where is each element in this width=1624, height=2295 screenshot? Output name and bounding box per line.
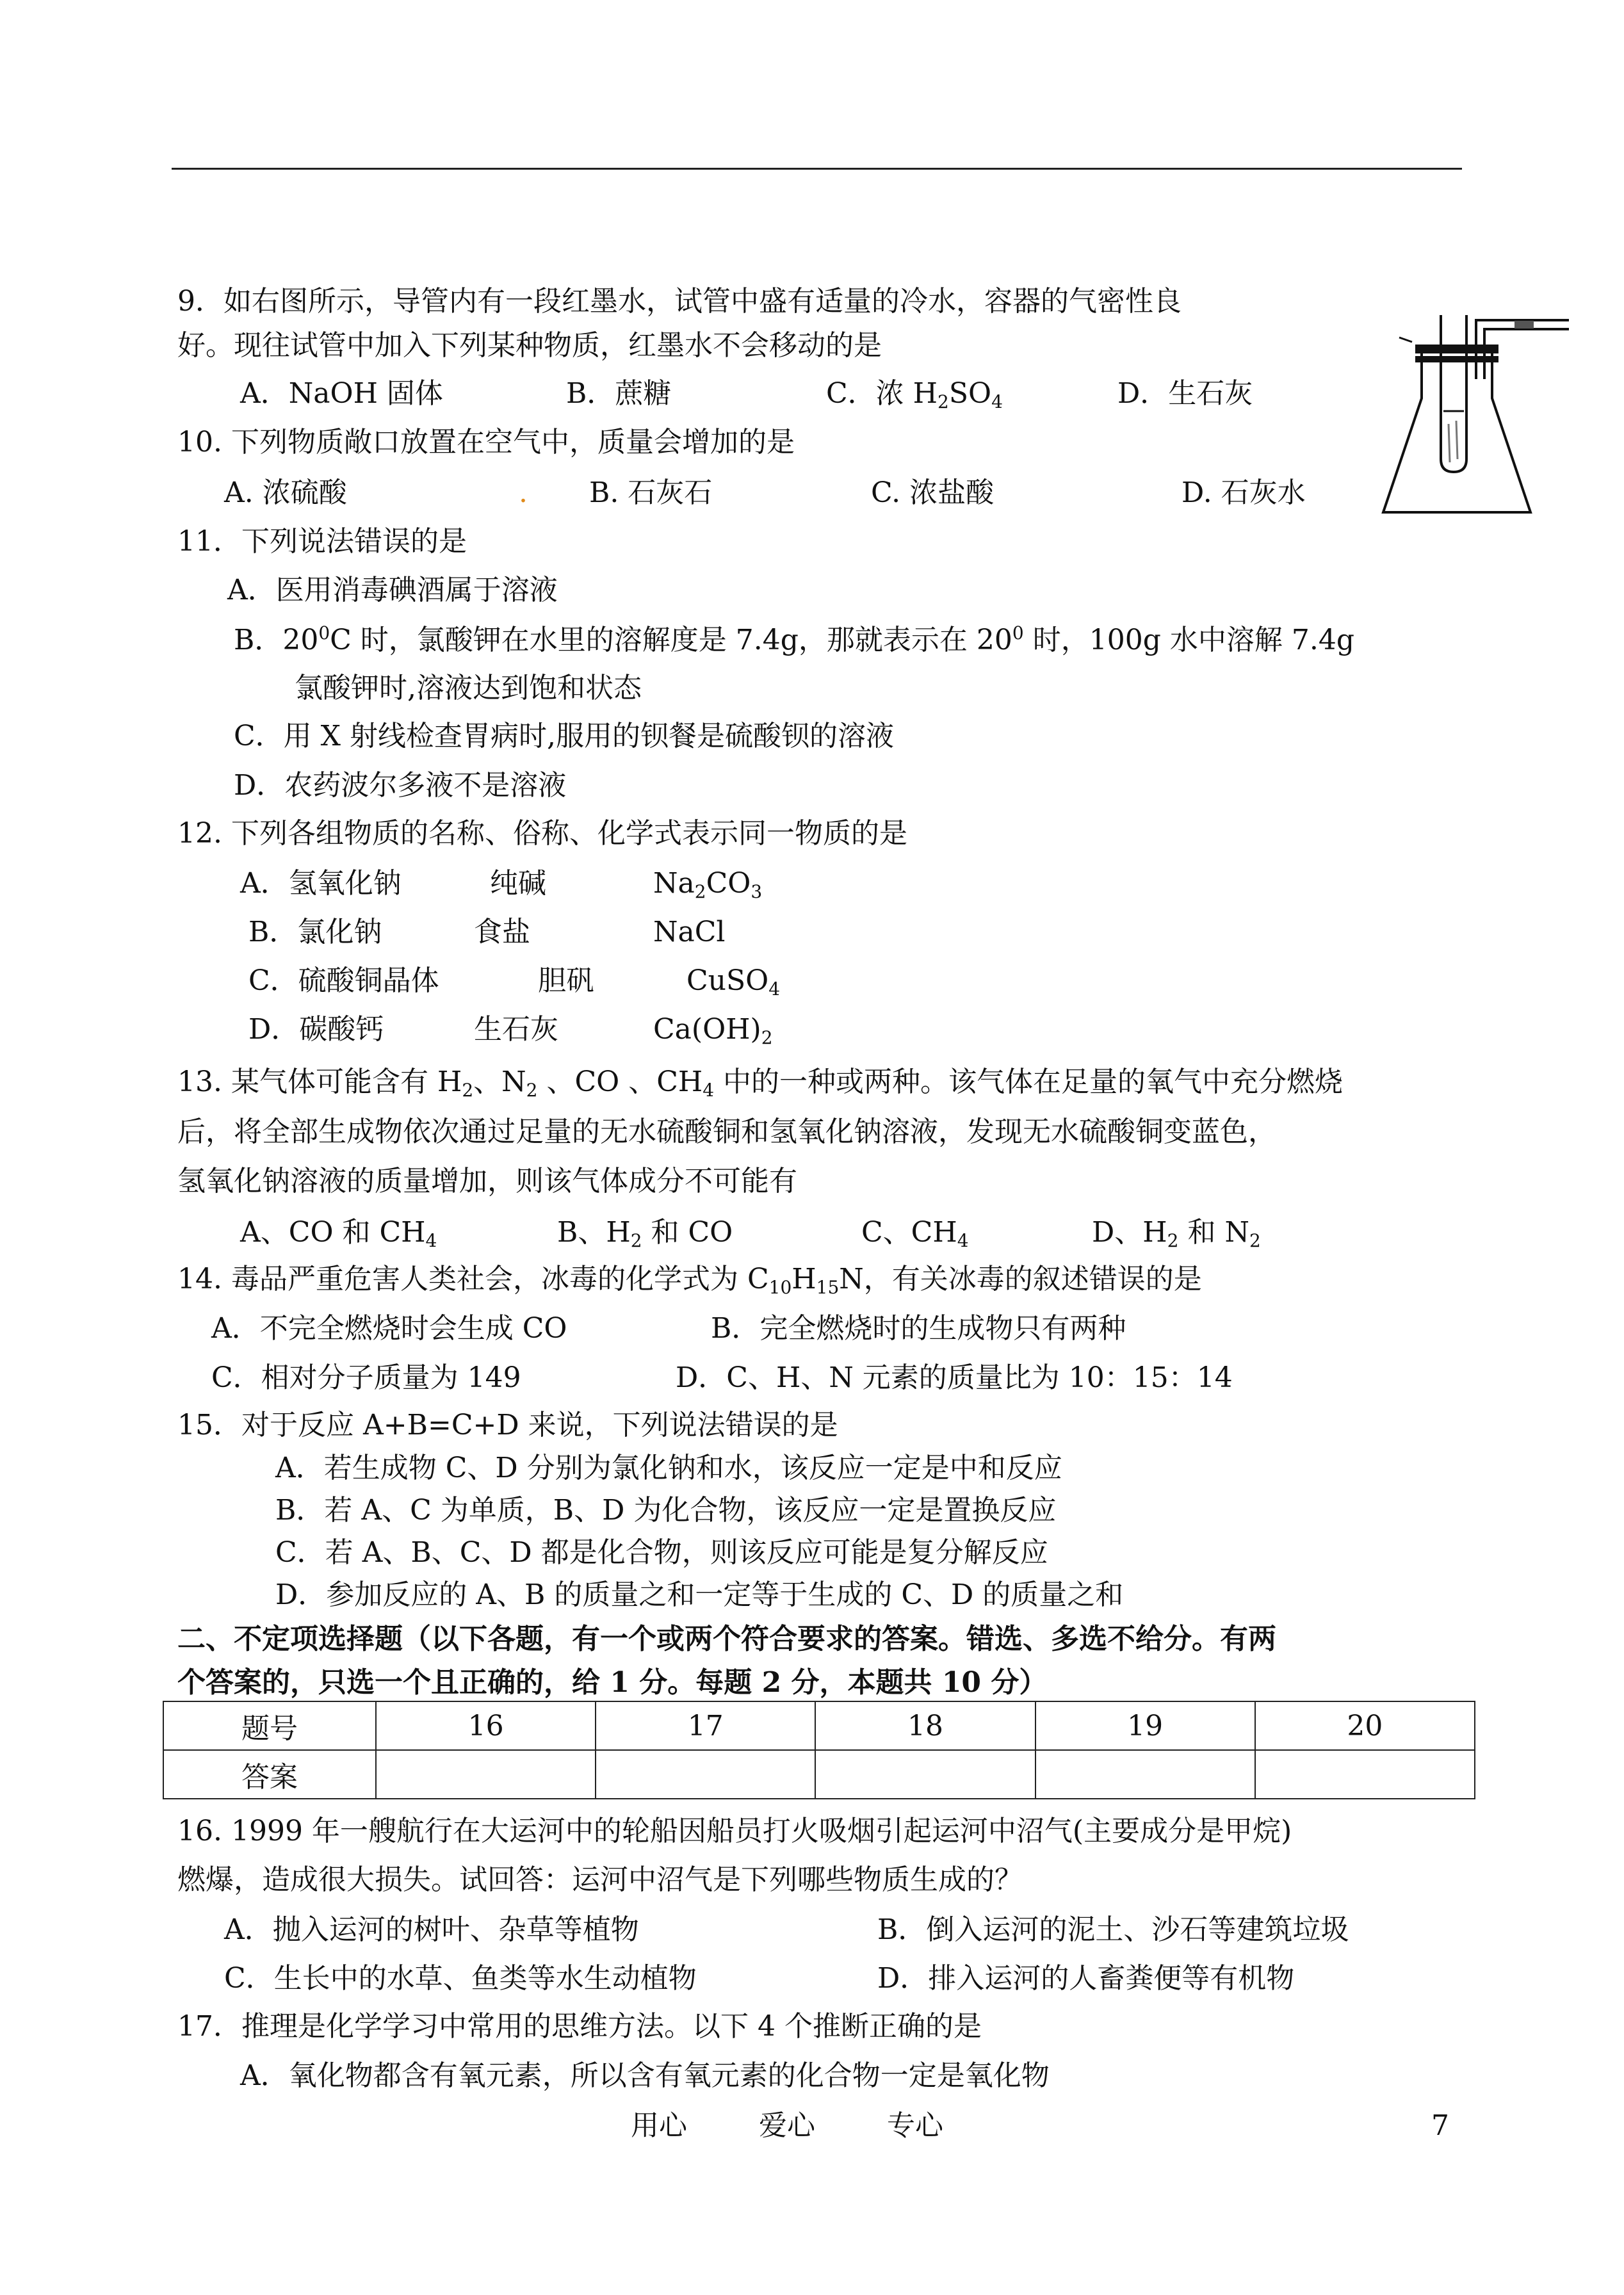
q12-option-d-formula: $Ca(OH)_2$ [653, 1013, 773, 1048]
q15-option-c: C．若 A、B、C、D 都是化合物，则该反应可能是复分解反应 [275, 1536, 1048, 1569]
q9-option-a: A．NaOH 固体 [240, 377, 443, 410]
apparatus-figure [1377, 309, 1569, 520]
q16-stem-line1: 16. 1999 年一艘航行在大运河中的轮船因船员打火吸烟引起运河中沼气(主要成分是甲烷) [177, 1815, 1292, 1847]
q12-stem: 12. 下列各组物质的名称、俗称、化学式表示同一物质的是 [177, 817, 907, 850]
q13-option-d: D、$H_2$ 和 $N_2$ [1092, 1216, 1261, 1251]
q13-stem-line2: 后，将全部生成物依次通过足量的无水硫酸铜和氢氧化钠溶液，发现无水硫酸铜变蓝色， [177, 1115, 1276, 1148]
q14-option-c: C．相对分子质量为 149 [211, 1361, 521, 1394]
answer-cell-18[interactable] [815, 1750, 1035, 1799]
q15-option-b: B．若 A、C 为单质，B、D 为化合物，该反应一定是置换反应 [275, 1494, 1057, 1527]
q16-option-a: A．抛入运河的树叶、杂草等植物 [224, 1913, 639, 1946]
q12-option-a-common: 纯碱 [490, 867, 546, 900]
answer-cell-16[interactable] [376, 1750, 596, 1799]
answer-table-number-row [163, 1701, 1475, 1750]
answer-table-answer-row [163, 1750, 1475, 1799]
q17-option-a: A．氧化物都含有氧元素，所以含有氧元素的化合物一定是氧化物 [240, 2059, 1050, 2092]
q11-option-b-line2: 氯酸钾时,溶液达到饱和状态 [295, 672, 642, 704]
answer-cell-20[interactable] [1255, 1750, 1475, 1799]
q12-option-d-common: 生石灰 [474, 1013, 558, 1046]
q17-stem: 17．推理是化学学习中常用的思维方法。以下 4 个推断正确的是 [177, 2010, 982, 2043]
q12-option-b-common: 食盐 [474, 916, 530, 948]
q11-option-a: A．医用消毒碘酒属于溶液 [227, 574, 558, 606]
table-number-19: 19 [1035, 1701, 1255, 1750]
answer-cell-17[interactable] [596, 1750, 815, 1799]
q10-option-c: C. 浓盐酸 [871, 476, 995, 509]
q13-option-c: C、$CH_4$ [861, 1216, 969, 1251]
q16-option-c: C．生长中的水草、鱼类等水生动植物 [224, 1962, 697, 1995]
q14-stem: 14. 毒品严重危害人类社会，冰毒的化学式为 $C_{10}H_{15}N$，有关冰毒的叙述错误的是 [177, 1263, 1202, 1298]
table-number-20: 20 [1255, 1701, 1475, 1750]
section2-heading-line2: 个答案的，只选一个且正确的，给 1 分。每题 2 分，本题共 10 分） [177, 1666, 1048, 1699]
q10-stem: 10. 下列物质敞口放置在空气中，质量会增加的是 [177, 426, 795, 458]
q10-option-d: D. 石灰水 [1181, 476, 1306, 509]
q11-option-c: C．用 X 射线检查胃病时,服用的钡餐是硫酸钡的溶液 [234, 720, 894, 752]
table-label-number: 题号 [163, 1701, 376, 1750]
q11-stem: 11．下列说法错误的是 [177, 525, 467, 558]
header-rule [172, 168, 1462, 170]
q11-option-b-line1: B．$20^0C$ 时，氯酸钾在水里的溶解度是 7.4g，那就表示在 $20^0$ 时，100g 水中溶解 7.4g [234, 622, 1354, 656]
q9-option-b: B．蔗糖 [566, 377, 672, 410]
answer-cell-19[interactable] [1035, 1750, 1255, 1799]
table-number-16: 16 [376, 1701, 596, 1750]
q12-option-c-name: C．硫酸铜晶体 [248, 964, 439, 997]
q11-option-d: D．农药波尔多液不是溶液 [234, 769, 567, 802]
q10-stray-dot: . [519, 476, 528, 509]
q12-option-c-common: 胆矾 [538, 964, 594, 997]
table-label-answer: 答案 [163, 1750, 376, 1799]
q15-stem: 15．对于反应 A+B=C+D 来说，下列说法错误的是 [177, 1409, 838, 1441]
q10-option-b: B. 石灰石 [589, 476, 713, 509]
q12-option-c-formula: CuSO$_4$ [686, 964, 781, 1000]
q10-option-a: A. 浓硫酸 [224, 476, 347, 509]
q9-stem-line1: 9．如右图所示，导管内有一段红墨水，试管中盛有适量的冷水，容器的气密性良 [177, 285, 1181, 318]
page-number: 7 [1431, 2109, 1449, 2142]
q9-option-c: C．浓 $H_2SO_4$ [826, 377, 1003, 412]
q15-option-a: A．若生成物 C、D 分别为氯化钠和水，该反应一定是中和反应 [275, 1452, 1062, 1484]
section2-heading-line1: 二、不定项选择题（以下各题，有一个或两个符合要求的答案。错选、多选不给分。有两 [177, 1623, 1276, 1655]
q12-option-b-formula: NaCl [653, 916, 726, 948]
q14-option-a: A．不完全燃烧时会生成 CO [211, 1312, 567, 1345]
q14-option-d: D．C、H、N 元素的质量比为 10：15：14 [676, 1361, 1233, 1394]
q9-stem-line2: 好。现往试管中加入下列某种物质，红墨水不会移动的是 [177, 329, 882, 362]
q12-option-d-name: D．碳酸钙 [248, 1013, 384, 1046]
q9-option-d: D．生石灰 [1117, 377, 1253, 410]
answer-table [163, 1701, 1475, 1799]
q16-stem-line2: 燃爆，造成很大损失。试回答：运河中沼气是下列哪些物质生成的？ [177, 1863, 1023, 1896]
footer-motto-3: 专心 [887, 2109, 943, 2142]
table-number-17: 17 [596, 1701, 815, 1750]
q13-option-a: A、CO 和 $CH_4$ [240, 1216, 437, 1251]
q13-stem-line3: 氢氧化钠溶液的质量增加，则该气体成分不可能有 [177, 1165, 797, 1197]
q16-option-b: B．倒入运河的泥土、沙石等建筑垃圾 [877, 1913, 1349, 1946]
q16-option-d: D．排入运河的人畜粪便等有机物 [877, 1962, 1295, 1995]
q13-stem-line1: 13. 某气体可能含有 $H_2$、$N_2$ 、CO 、$CH_4$ 中的一种或两种。该气体在足量的氧气中充分燃烧 [177, 1066, 1344, 1101]
q12-option-a-formula: $Na_2CO_3$ [653, 867, 763, 902]
q12-option-b-name: B．氯化钠 [248, 916, 382, 948]
footer-motto-1: 用心 [631, 2109, 687, 2142]
footer-motto-2: 爱心 [759, 2109, 815, 2142]
table-number-18: 18 [815, 1701, 1035, 1750]
q13-option-b: B、$H_2$ 和 CO [557, 1216, 733, 1251]
q12-option-a-name: A．氢氧化钠 [240, 867, 402, 900]
q14-option-b: B．完全燃烧时的生成物只有两种 [711, 1312, 1126, 1345]
q15-option-d: D．参加反应的 A、B 的质量之和一定等于生成的 C、D 的质量之和 [275, 1578, 1124, 1611]
